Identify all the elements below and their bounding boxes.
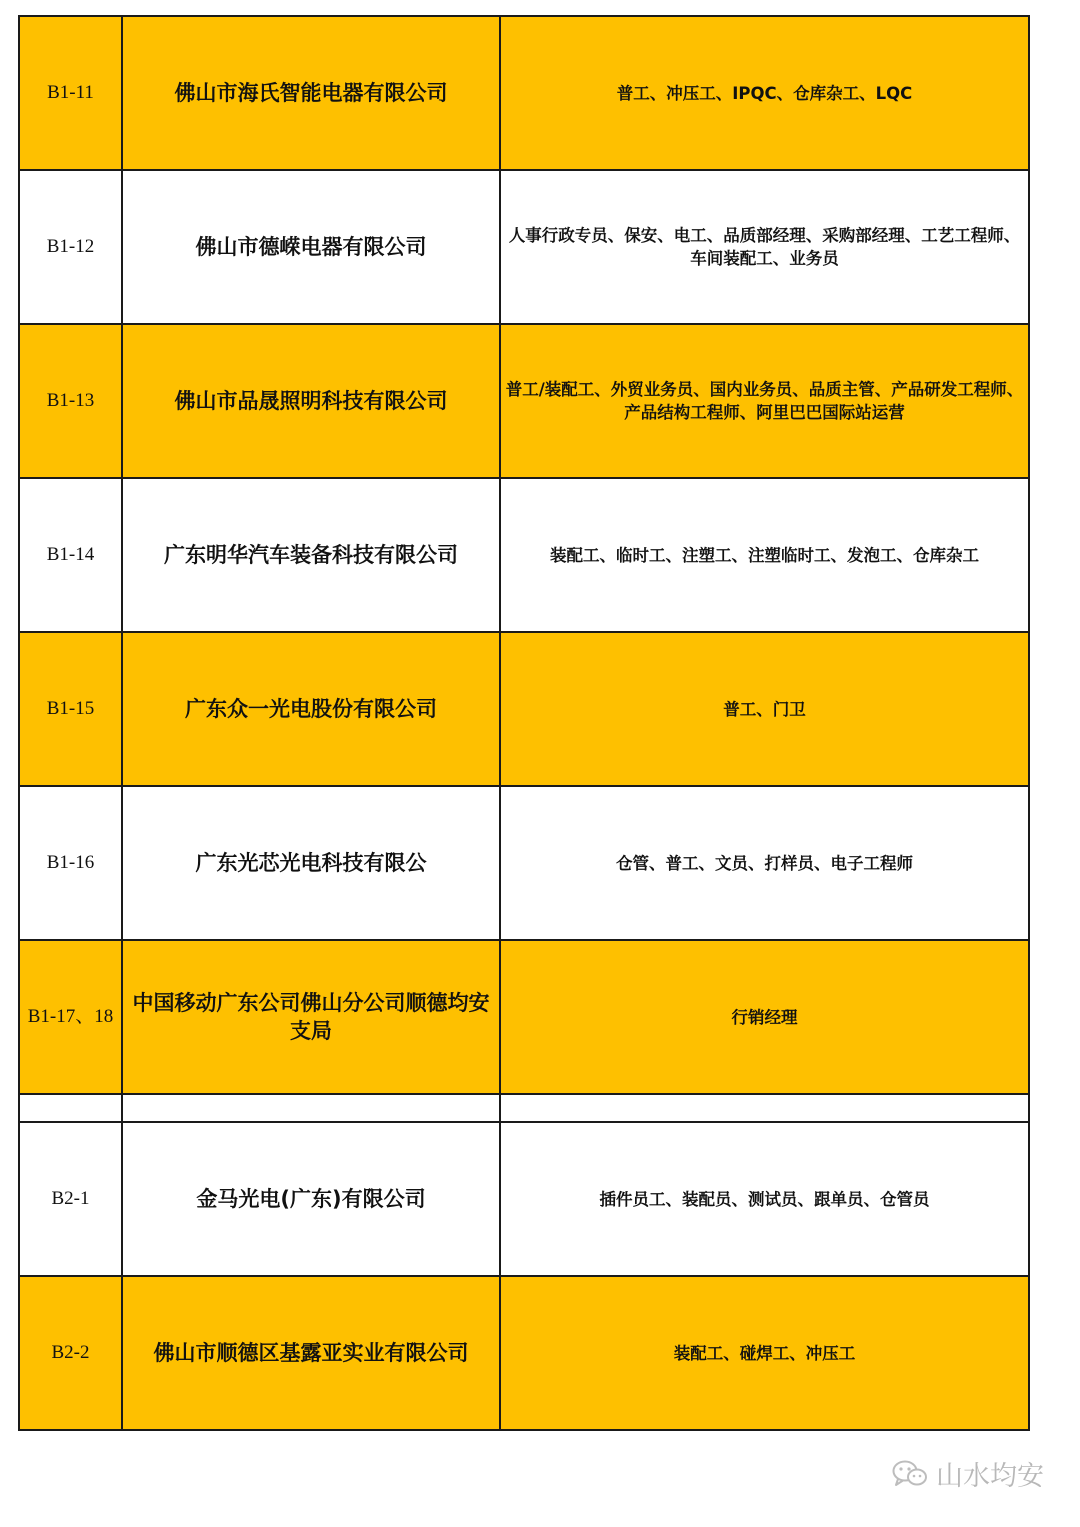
job-positions: 人事行政专员、保安、电工、品质部经理、采购部经理、工艺工程师、车间装配工、业务员 [500,170,1029,324]
company-name: 佛山市德嵘电器有限公司 [122,170,500,324]
booth-code: B1-14 [19,478,122,632]
recruitment-table [18,15,1030,1431]
job-positions: 行销经理 [500,940,1029,1094]
job-positions: 仓管、普工、文员、打样员、电子工程师 [500,786,1029,940]
table-row [19,786,1029,940]
job-positions: 普工、冲压工、IPQC、仓库杂工、LQC [500,16,1029,170]
company-name: 广东光芯光电科技有限公 [122,786,500,940]
company-name: 佛山市顺德区基露亚实业有限公司 [122,1276,500,1430]
booth-code: B1-17、18 [19,940,122,1094]
table-row [19,1276,1029,1430]
table-row [19,1122,1029,1276]
company-name: 广东众一光电股份有限公司 [122,632,500,786]
booth-code: B1-12 [19,170,122,324]
empty-cell [500,1094,1029,1122]
job-positions: 装配工、临时工、注塑工、注塑临时工、发泡工、仓库杂工 [500,478,1029,632]
booth-code: B1-15 [19,632,122,786]
booth-code: B2-2 [19,1276,122,1430]
table-row [19,170,1029,324]
booth-code: B1-13 [19,324,122,478]
empty-separator-row [19,1094,1029,1122]
wechat-icon [892,1459,928,1489]
job-positions: 插件员工、装配员、测试员、跟单员、仓管员 [500,1122,1029,1276]
recruitment-table-container [18,15,1028,1431]
company-name: 佛山市海氏智能电器有限公司 [122,16,500,170]
table-row [19,940,1029,1094]
table-row [19,324,1029,478]
job-positions: 普工/装配工、外贸业务员、国内业务员、品质主管、产品研发工程师、产品结构工程师、阿里巴巴国际站运营 [500,324,1029,478]
job-positions: 装配工、碰焊工、冲压工 [500,1276,1029,1430]
booth-code: B1-11 [19,16,122,170]
table-row [19,16,1029,170]
company-name: 中国移动广东公司佛山分公司顺德均安支局 [122,940,500,1094]
booth-code: B1-16 [19,786,122,940]
booth-code: B2-1 [19,1122,122,1276]
empty-cell [122,1094,500,1122]
empty-cell [19,1094,122,1122]
watermark-text: 山水均安 [936,1461,1044,1492]
job-positions: 普工、门卫 [500,632,1029,786]
company-name: 佛山市品晟照明科技有限公司 [122,324,500,478]
table-row [19,632,1029,786]
watermark [892,1454,1044,1493]
company-name: 广东明华汽车装备科技有限公司 [122,478,500,632]
table-row [19,478,1029,632]
company-name: 金马光电(广东)有限公司 [122,1122,500,1276]
